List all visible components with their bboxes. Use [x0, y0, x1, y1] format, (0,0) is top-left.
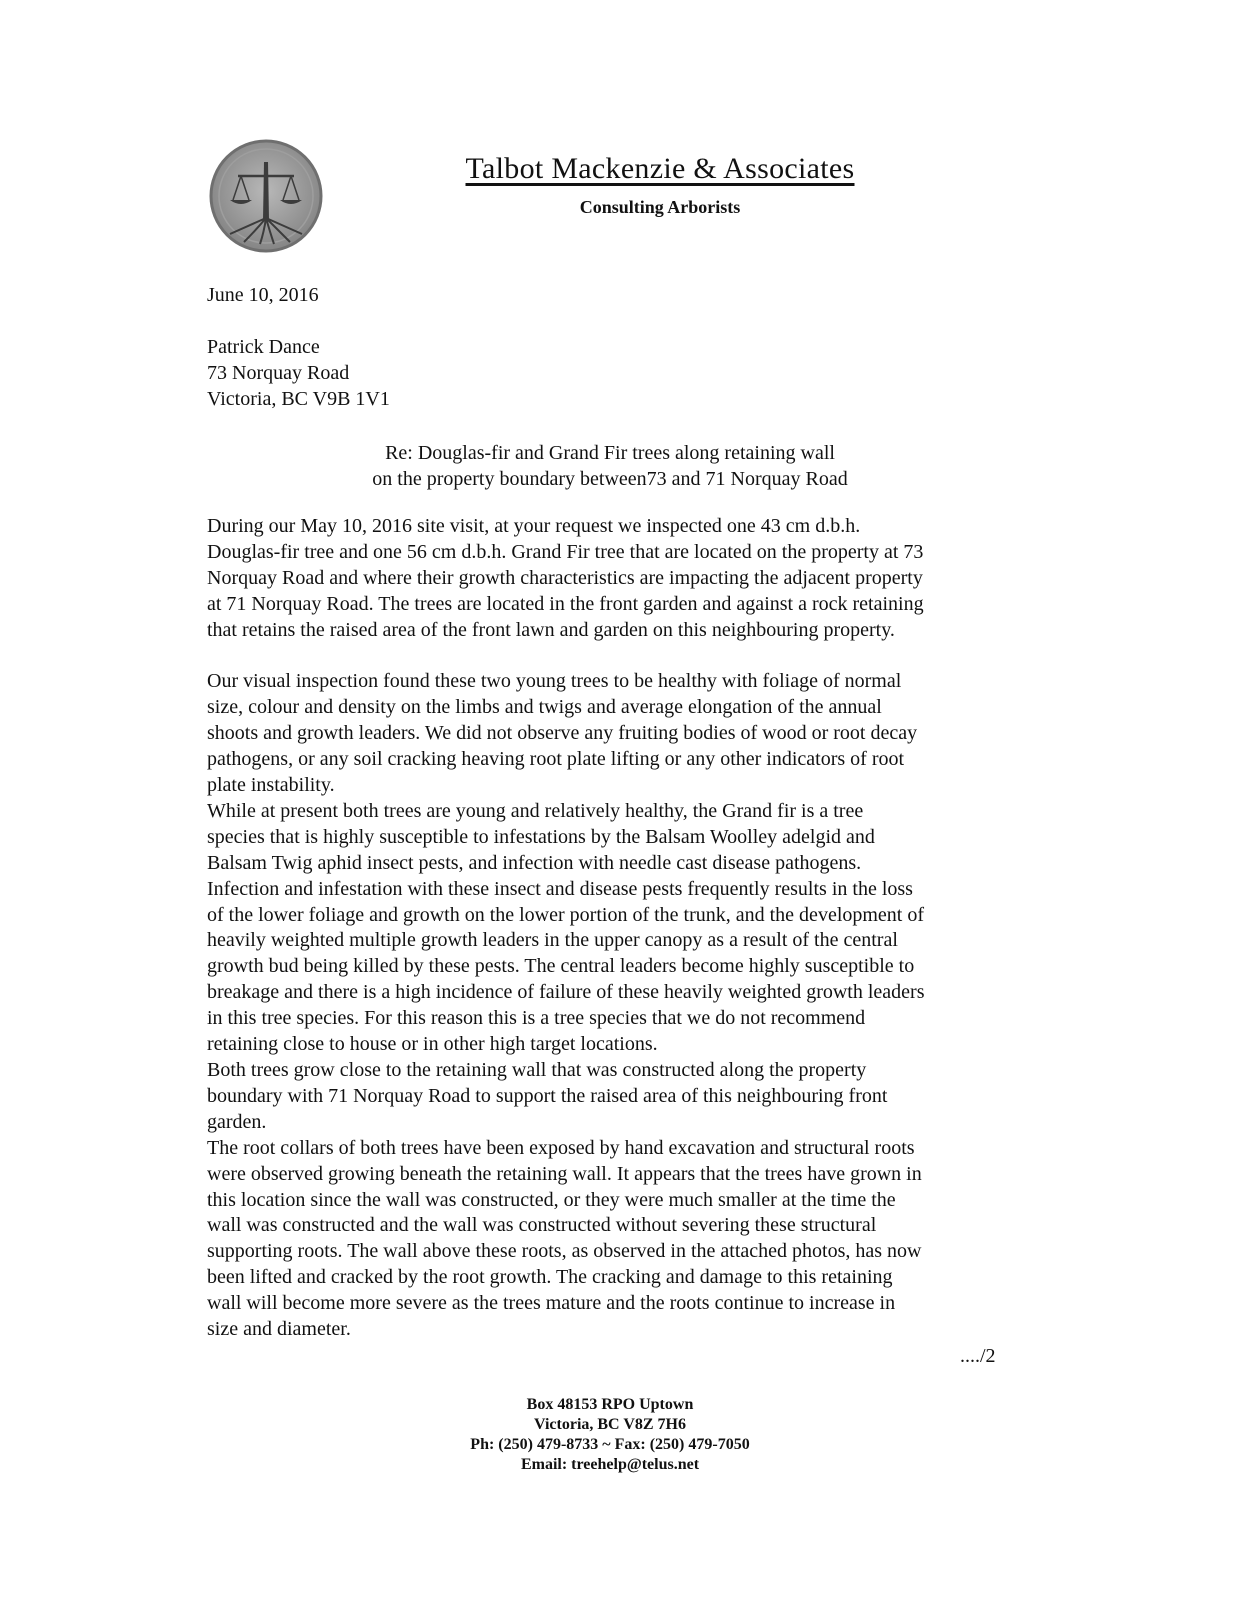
text-line: supporting roots. The wall above these roots, as observed in the attached photos, has now — [207, 1240, 922, 1263]
recipient-street: 73 Norquay Road — [207, 362, 350, 384]
text-line: Infection and infestation with these insect and disease pests frequently results in the loss — [207, 877, 913, 900]
text-line: wall will become more severe as the trees mature and the roots continue to increase in — [207, 1292, 896, 1315]
text-line: Both trees grow close to the retaining wall that was constructed along the property — [207, 1059, 867, 1082]
text-line: shoots and growth leaders. We did not observe any fruiting bodies of wood or root decay — [207, 722, 918, 745]
footer-email: Email: treehelp@telus.net — [520, 1456, 700, 1473]
text-line: boundary with 71 Norquay Road to support the raised area of this neighbouring front — [207, 1084, 888, 1107]
recipient-name: Patrick Dance — [207, 336, 320, 358]
text-line: retaining close to house or in other high target locations. — [207, 1033, 658, 1056]
text-line: species that is highly susceptible to infestations by the Balsam Woolley adelgid and — [207, 825, 875, 848]
text-line: heavily weighted multiple growth leaders in the upper canopy as a result of the central — [207, 929, 898, 952]
text-line: growth bud being killed by these pests. The central leaders become highly susceptible to — [207, 955, 915, 978]
paragraph-grand-fir — [207, 799, 1022, 1058]
text-line: plate instability. — [207, 774, 335, 797]
text-line: garden. — [207, 1110, 267, 1133]
text-line: size and diameter. — [207, 1318, 351, 1341]
recipient-address — [207, 334, 390, 412]
footer-city: Victoria, BC V8Z 7H6 — [534, 1416, 686, 1433]
subject-line-1: Re: Douglas-fir and Grand Fir trees along retaining wall — [385, 442, 835, 464]
recipient-city: Victoria, BC V9B 1V1 — [207, 388, 390, 410]
footer-po-box: Box 48153 RPO Uptown — [526, 1396, 694, 1413]
text-line: were observed growing beneath the retaining wall. It appears that the trees have grown in — [207, 1162, 922, 1185]
letterhead-footer — [380, 1395, 840, 1475]
paragraph-inspection — [207, 669, 1022, 799]
text-line: breakage and there is a high incidence of failure of these heavily weighted growth leaders — [207, 981, 925, 1004]
text-line: pathogens, or any soil cracking heaving root plate lifting or any other indicators of root — [207, 748, 905, 771]
firm-seal-logo — [208, 138, 324, 254]
footer-phone-fax: Ph: (250) 479-8733 ~ Fax: (250) 479-7050 — [470, 1436, 750, 1453]
subject-line-2: on the property boundary between73 and 71 Norquay Road — [372, 468, 848, 490]
text-line: of the lower foliage and growth on the lower portion of the trunk, and the development of — [207, 903, 925, 926]
text-line: been lifted and cracked by the root growth. The cracking and damage to this retaining — [207, 1266, 893, 1289]
paragraph-retaining-wall — [207, 1058, 1022, 1136]
text-line: Balsam Twig aphid insect pests, and infection with needle cast disease pathogens. — [207, 851, 862, 874]
text-line: Douglas-fir tree and one 56 cm d.b.h. Grand Fir tree that are located on the property at 73 — [207, 540, 924, 563]
subject-line — [300, 440, 920, 492]
firm-subtitle: Consulting Arborists — [579, 197, 741, 217]
page-continuation-marker: ..../2 — [960, 1345, 996, 1367]
paragraph-site-visit — [207, 514, 1022, 644]
text-line: in this tree species. For this reason this is a tree species that we do not recommend — [207, 1007, 866, 1030]
text-line: Norquay Road and where their growth characteristics are impacting the adjacent property — [207, 566, 923, 589]
text-line: The root collars of both trees have been exposed by hand excavation and structural roots — [207, 1136, 915, 1159]
paragraph-gap — [207, 644, 1022, 670]
text-line: size, colour and density on the limbs and twigs and average elongation of the annual — [207, 696, 882, 719]
text-line: this location since the wall was constructed, or they were much smaller at the time the — [207, 1188, 896, 1211]
letter-body — [207, 514, 1022, 1343]
text-line: that retains the raised area of the front lawn and garden on this neighbouring property. — [207, 618, 895, 641]
text-line: While at present both trees are young and relatively healthy, the Grand fir is a tree — [207, 799, 864, 822]
text-line: Our visual inspection found these two young trees to be healthy with foliage of normal — [207, 670, 902, 693]
letter-date: June 10, 2016 — [207, 284, 319, 306]
firm-name: Talbot Mackenzie & Associates — [465, 152, 855, 185]
text-line: wall was constructed and the wall was constructed without severing these structural — [207, 1214, 877, 1237]
text-line: at 71 Norquay Road. The trees are located in the front garden and against a rock retaining — [207, 592, 924, 615]
text-line: During our May 10, 2016 site visit, at your request we inspected one 43 cm d.b.h. — [207, 515, 861, 537]
paragraph-root-collars — [207, 1136, 1022, 1343]
